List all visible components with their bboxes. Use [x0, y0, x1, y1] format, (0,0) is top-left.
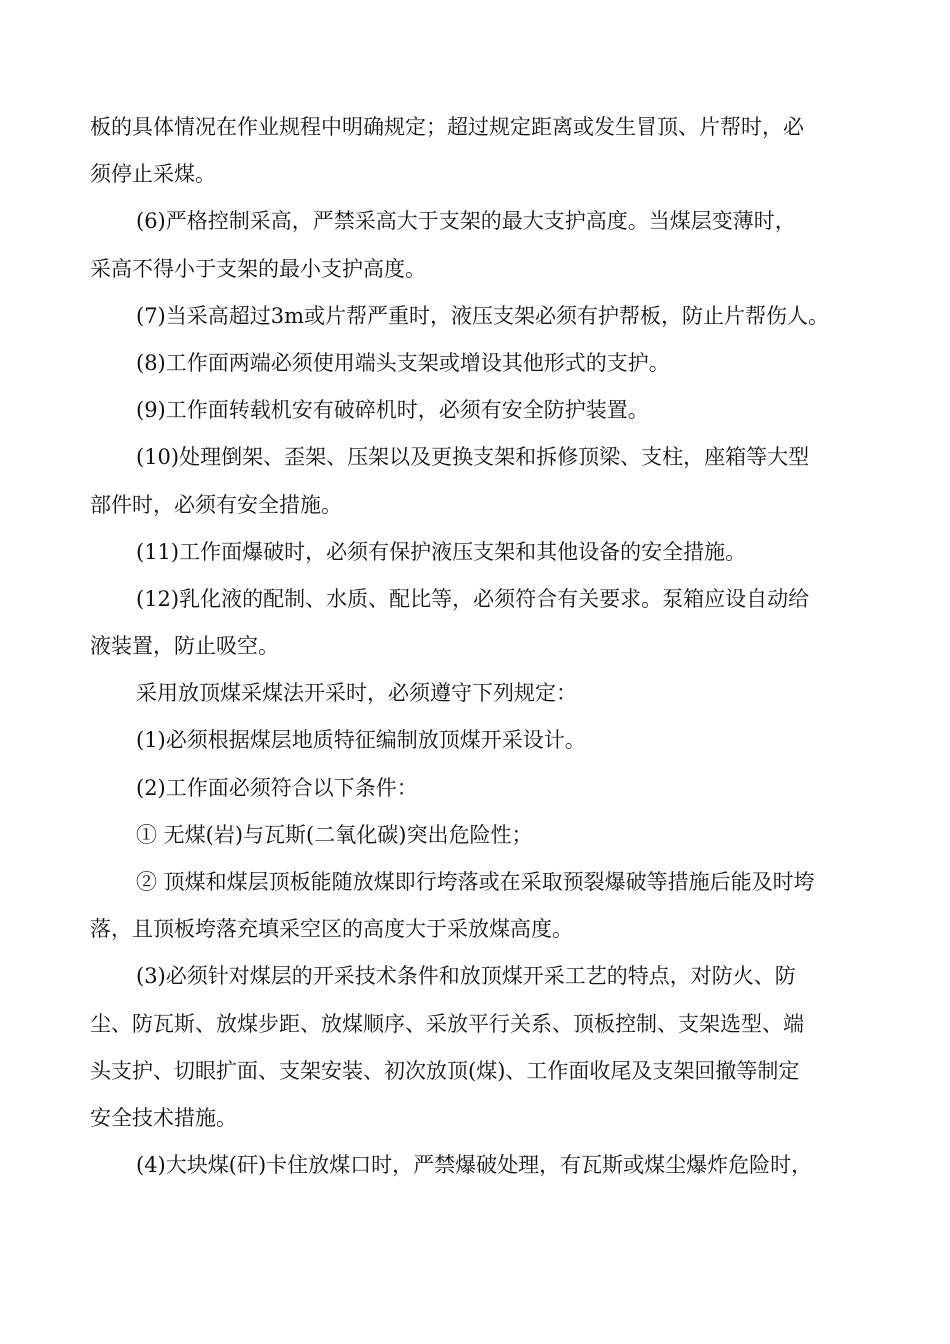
text-line: (6)严格控制采高，严禁采高大于支架的最大支护高度。当煤层变薄时，	[136, 209, 796, 234]
text-line: ① 无煤(岩)与瓦斯(二氧化碳)突出危险性；	[136, 822, 533, 847]
text-line: 采高不得小于支架的最小支护高度。	[90, 256, 426, 281]
text-line: ② 顶煤和煤层顶板能随放煤即行垮落或在采取预裂爆破等措施后能及时垮	[136, 870, 815, 894]
text-line: 部件时，必须有安全措施。	[90, 492, 342, 517]
text-line: (12)乳化液的配制、水质、配比等，必须符合有关要求。泵箱应设自动给	[136, 586, 810, 611]
text-line: (3)必须针对煤层的开采技术条件和放顶煤开采工艺的特点，对防火、防	[136, 964, 796, 989]
text-line: 安全技术措施。	[90, 1105, 237, 1130]
text-line: (10)处理倒架、歪架、压架以及更换支架和拆修顶梁、支柱，座箱等大型	[136, 445, 810, 470]
text-line: 液装置，防止吸空。	[90, 634, 279, 659]
text-line: (8)工作面两端必须使用端头支架或增设其他形式的支护。	[136, 350, 670, 375]
text-line: (9)工作面转载机安有破碎机时，必须有安全防护装置。	[136, 398, 649, 423]
text-line: (4)大块煤(矸)卡住放煤口时，严禁爆破处理，有瓦斯或煤尘爆炸危险时，	[136, 1153, 813, 1178]
text-line: 头支护、切眼扩面、支架安装、初次放顶(煤)、工作面收尾及支架回撤等制定	[90, 1058, 800, 1083]
text-line: (1)必须根据煤层地质特征编制放顶煤开采设计。	[136, 728, 586, 753]
text-line: 落，且顶板垮落充填采空区的高度大于采放煤高度。	[90, 917, 573, 942]
text-line: (7)当采高超过3m或片帮严重时，液压支架必须有护帮板，防止片帮伤人。	[136, 303, 830, 328]
text-line: 尘、防瓦斯、放煤步距、放煤顺序、采放平行关系、顶板控制、支架选型、端	[90, 1011, 804, 1036]
text-line: (11)工作面爆破时，必须有保护液压支架和其他设备的安全措施。	[136, 539, 747, 564]
text-line: 采用放顶煤采煤法开采时，必须遵守下列规定：	[136, 681, 577, 706]
text-line: (2)工作面必须符合以下条件：	[136, 775, 418, 800]
document-body	[90, 104, 860, 1189]
text-line: 须停止采煤。	[90, 162, 216, 187]
text-line: 板的具体情况在作业规程中明确规定；超过规定距离或发生冒顶、片帮时，必	[90, 115, 804, 139]
